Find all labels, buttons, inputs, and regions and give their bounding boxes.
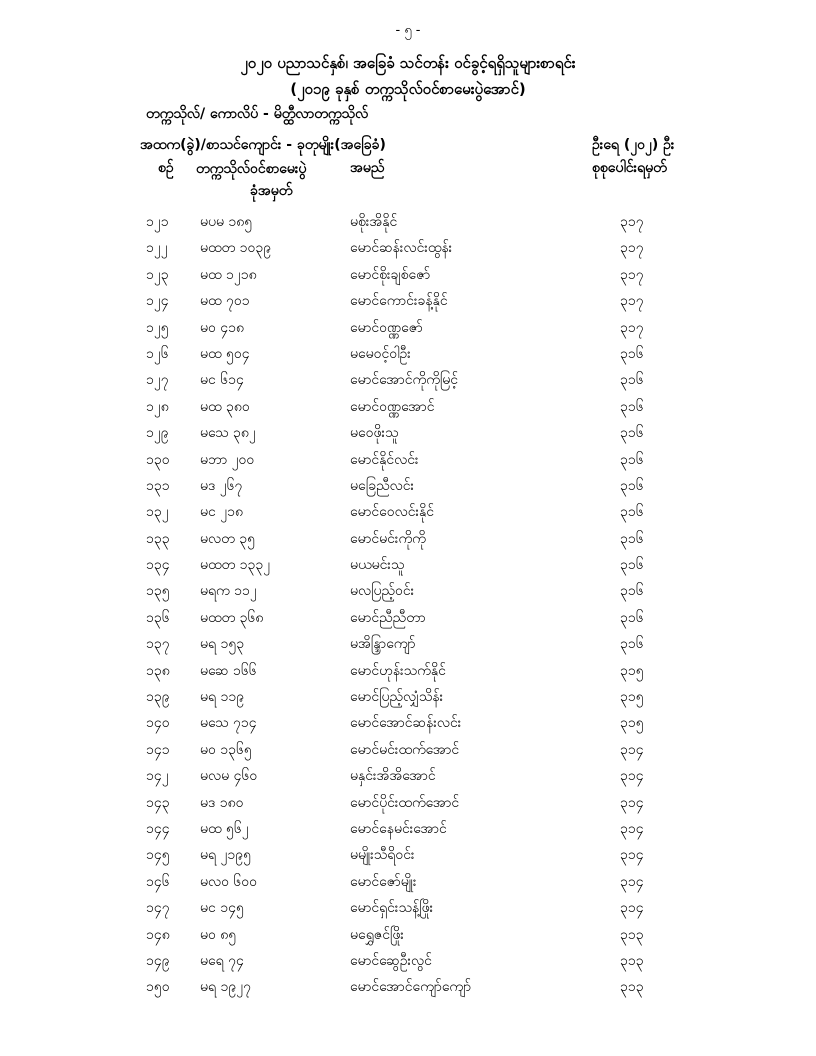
column-header-serial: စဉ် (158, 160, 174, 176)
row-total: ၃၁၃ (620, 979, 644, 996)
row-name: မခြေညီလင်း (350, 477, 415, 494)
document-title: ၂၀၂၀ ပညာသင်နှစ်၊ အခြေခံ သင်တန်း ဝင်ခွင့်ရရှိသူများစာရင်း (240, 54, 576, 72)
table-row (0, 711, 816, 737)
table-row (0, 843, 816, 869)
row-serial: ၁၃၃ (146, 530, 170, 547)
row-total: ၃၁၇ (620, 240, 644, 257)
row-name: မမေဝင့်ဝါဦး (350, 345, 411, 362)
row-total: ၃၁၆ (620, 345, 644, 362)
table-row (0, 236, 816, 262)
row-roll-number: မရက ၁၁၂ (200, 583, 257, 600)
row-serial: ၁၄၁ (146, 741, 170, 758)
column-header-total: စုစုပေါင်းရမှတ် (592, 160, 667, 176)
table-row (0, 923, 816, 949)
row-total: ၃၁၇ (620, 293, 644, 310)
row-roll-number: မထ ၃၈၀ (200, 398, 250, 415)
row-roll-number: မင ၁၄၅ (200, 900, 244, 917)
row-roll-number: မင ၂၁၈ (200, 504, 243, 521)
row-serial: ၁၂၆ (146, 345, 169, 362)
column-header-roll-line2: ခုံအမှတ် (250, 183, 293, 199)
school-line: အထက(ခွဲ)/စာသင်ကျောင်း - ခုတုမျိုး(အခြေခံ) (140, 137, 386, 153)
row-serial: ၁၄၉ (146, 952, 170, 969)
row-serial: ၁၄၃ (146, 794, 170, 811)
row-name: မောင်အောင်ကျော်ကျော် (350, 979, 472, 996)
row-name: မောင်ဝဏ္ဏအောင် (350, 398, 435, 415)
row-total: ၃၁၅ (620, 689, 644, 706)
row-name: မောင်ပြည့်လျှံသိန်း (350, 689, 444, 706)
row-name: မစိုးအိနိုင် (350, 214, 398, 230)
table-row (0, 527, 816, 553)
row-roll-number: မထတ ၁၃၃၂ (200, 557, 271, 574)
document-subtitle: (၂၀၁၉ ခုနှစ် တက္ကသိုလ်ဝင်စာမေးပွဲအောင်) (290, 80, 526, 98)
table-row (0, 579, 816, 605)
row-roll-number: မရ ၁၁၉ (200, 689, 245, 706)
table-row (0, 421, 816, 447)
row-total: ၃၁၆ (620, 425, 644, 442)
row-name: မောင်မင်းကိုကို (350, 530, 426, 547)
row-name: မမျိုးသီရိဝင်း (350, 847, 415, 864)
row-roll-number: မင ၆၁၄ (200, 372, 244, 389)
page-number: - ၅ - (395, 23, 421, 38)
row-name: မောင်ညီညီတာ (350, 609, 426, 626)
table-row (0, 659, 816, 685)
row-name: မရွှေဇင်ဖြိုး (350, 926, 404, 943)
university-line: တက္ကသိုလ်/ ကောလိပ် - မိတ္ထီလာတက္ကသိုလ် (146, 106, 369, 122)
row-total: ၃၁၆ (620, 504, 644, 521)
table-row (0, 316, 816, 342)
row-total: ၃၁၆ (620, 636, 644, 653)
row-roll-number: မလမ ၄၆၀ (200, 768, 258, 785)
table-row (0, 632, 816, 658)
row-roll-number: မဝ ၁၃၆၅ (200, 741, 252, 758)
row-serial: ၁၃၈ (146, 662, 170, 679)
row-serial: ၁၃၀ (146, 451, 170, 468)
row-total: ၃၁၃ (620, 926, 644, 943)
table-row (0, 791, 816, 817)
row-roll-number: မဘာ ၂၀၀ (200, 451, 255, 468)
row-total: ၃၁၇ (620, 214, 644, 230)
table-row (0, 474, 816, 500)
row-total: ၃၁၄ (620, 820, 644, 837)
row-roll-number: မထ ၁၂၁၈ (200, 266, 257, 283)
row-name: မောင်ဝေလင်းနိုင် (350, 504, 435, 521)
row-total: ၃၁၄ (620, 741, 644, 758)
row-name: မအိန္ဒြာကျော် (350, 636, 416, 653)
row-serial: ၁၄၀ (146, 715, 170, 732)
table-row (0, 342, 816, 368)
table-row (0, 764, 816, 790)
row-total: ၃၁၄ (620, 873, 644, 890)
row-roll-number: မဝ ၈၅ (200, 926, 237, 943)
table-row (0, 975, 816, 1001)
row-name: မောင်ဇော်မျိုး (350, 873, 417, 890)
row-serial: ၁၂၃ (146, 266, 169, 283)
row-total: ၃၁၇ (620, 319, 644, 336)
row-name: မောင်မင်းထက်အောင် (350, 741, 460, 758)
row-roll-number: မဆေ ၁၆၆ (200, 662, 257, 679)
row-name: မဝေဖိုးသူ (350, 425, 399, 442)
row-total: ၃၁၄ (620, 847, 644, 864)
row-serial: ၁၄၈ (146, 926, 170, 943)
row-total: ၃၁၆ (620, 557, 644, 574)
student-count: ဦးရေ (၂၀၂) ဦး (592, 137, 675, 153)
table-row (0, 949, 816, 975)
row-serial: ၁၂၉ (146, 425, 169, 442)
table-row (0, 738, 816, 764)
table-row (0, 553, 816, 579)
row-serial: ၁၂၁ (146, 214, 169, 230)
row-total: ၃၁၄ (620, 900, 644, 917)
row-name: မောင်နိုင်လင်း (350, 451, 419, 468)
row-total: ၃၁၆ (620, 609, 644, 626)
table-row (0, 817, 816, 843)
row-name: မလပြည့်ဝင်း (350, 583, 415, 600)
row-name: မယမင်းသူ (350, 557, 405, 574)
row-name: မောင်ဝဏ္ဏဇော် (350, 319, 423, 336)
row-roll-number: မထတ ၁၀၃၉ (200, 240, 272, 257)
row-total: ၃၁၆ (620, 477, 644, 494)
row-serial: ၁၃၂ (146, 504, 169, 521)
row-name: မောင်ပိုင်းထက်အောင် (350, 794, 460, 811)
row-name: မောင်အောင်ဆန်းလင်း (350, 715, 462, 732)
row-roll-number: မဒ ၂၆၇ (200, 477, 243, 494)
row-roll-number: မလဝ ၆၀၀ (200, 873, 258, 890)
row-serial: ၁၄၂ (146, 768, 169, 785)
row-roll-number: မသေ ၇၁၄ (200, 715, 257, 732)
table-row (0, 685, 816, 711)
table-row (0, 289, 816, 315)
row-name: မောင်ဆွေဦးလွင် (350, 952, 432, 969)
table-row (0, 395, 816, 421)
row-name: မောင်ဆန်းလင်းထွန်း (350, 240, 453, 257)
row-roll-number: မလတ ၃၅ (200, 530, 255, 547)
row-name: မောင်ရှင်းသန့်ဖြိုး (350, 900, 434, 917)
row-roll-number: မရေ ၇၄ (200, 952, 244, 969)
table-row (0, 368, 816, 394)
row-serial: ၁၅၀ (146, 979, 170, 996)
row-total: ၃၁၆ (620, 372, 644, 389)
row-roll-number: မဝ ၄၁၈ (200, 319, 245, 336)
row-serial: ၁၂၇ (146, 372, 169, 389)
row-roll-number: မရ ၁၅၃ (200, 636, 245, 653)
row-name: မောင်စိုးချစ်ဇော် (350, 266, 431, 283)
row-roll-number: မထတ ၃၆၈ (200, 609, 264, 626)
row-serial: ၁၂၅ (146, 319, 169, 336)
row-roll-number: မရ ၁၉၂၇ (200, 979, 251, 996)
row-total: ၃၁၆ (620, 451, 644, 468)
row-name: မောင်ကောင်းခန့်နိုင် (350, 293, 448, 310)
row-name: မောင်နေမင်းအောင် (350, 820, 447, 837)
row-serial: ၁၃၇ (146, 636, 170, 653)
row-total: ၃၁၅ (620, 715, 644, 732)
table-row (0, 263, 816, 289)
row-roll-number: မထ ၅၆၂ (200, 820, 249, 837)
row-total: ၃၁၄ (620, 794, 644, 811)
row-roll-number: မသေ ၃၈၂ (200, 425, 256, 442)
row-roll-number: မရ ၂၁၉၅ (200, 847, 251, 864)
table-row (0, 896, 816, 922)
table-row (0, 606, 816, 632)
row-name: မောင်ဟုန်းသက်နိုင် (350, 662, 446, 679)
table-row (0, 210, 816, 236)
row-serial: ၁၃၁ (146, 477, 170, 494)
row-serial: ၁၃၄ (146, 557, 170, 574)
column-header-roll-number (196, 158, 326, 202)
row-roll-number: မထ ၇၀၁ (200, 293, 250, 310)
table-row (0, 448, 816, 474)
table-row (0, 500, 816, 526)
row-serial: ၁၄၇ (146, 900, 170, 917)
row-total: ၃၁၆ (620, 398, 644, 415)
row-serial: ၁၃၆ (146, 609, 170, 626)
row-serial: ၁၄၆ (146, 873, 170, 890)
row-serial: ၁၂၂ (146, 240, 168, 257)
row-serial: ၁၂၄ (146, 293, 169, 310)
row-roll-number: မထ ၅၀၄ (200, 345, 250, 362)
row-serial: ၁၄၅ (146, 847, 170, 864)
row-serial: ၁၃၅ (146, 583, 170, 600)
row-serial: ၁၂၈ (146, 398, 169, 415)
row-serial: ၁၄၄ (146, 820, 170, 837)
row-roll-number: မဒ ၁၈၀ (200, 794, 244, 811)
results-table (0, 210, 816, 1002)
row-total: ၃၁၅ (620, 662, 644, 679)
row-total: ၃၁၆ (620, 583, 644, 600)
row-total: ၃၁၃ (620, 952, 644, 969)
row-total: ၃၁၇ (620, 266, 644, 283)
row-name: မောင်အောင်ကိုကိုမြင့် (350, 372, 459, 389)
row-serial: ၁၃၉ (146, 689, 170, 706)
column-header-name: အမည် (350, 160, 385, 176)
table-row (0, 870, 816, 896)
row-total: ၃၁၄ (620, 768, 644, 785)
row-roll-number: မပမ ၁၈၅ (200, 214, 253, 230)
row-name: မနှင်းအိအိအောင် (350, 768, 436, 785)
row-total: ၃၁၆ (620, 530, 644, 547)
column-header-roll-line1: တက္ကသိုလ်ဝင်စာမေးပွဲ (196, 161, 307, 177)
